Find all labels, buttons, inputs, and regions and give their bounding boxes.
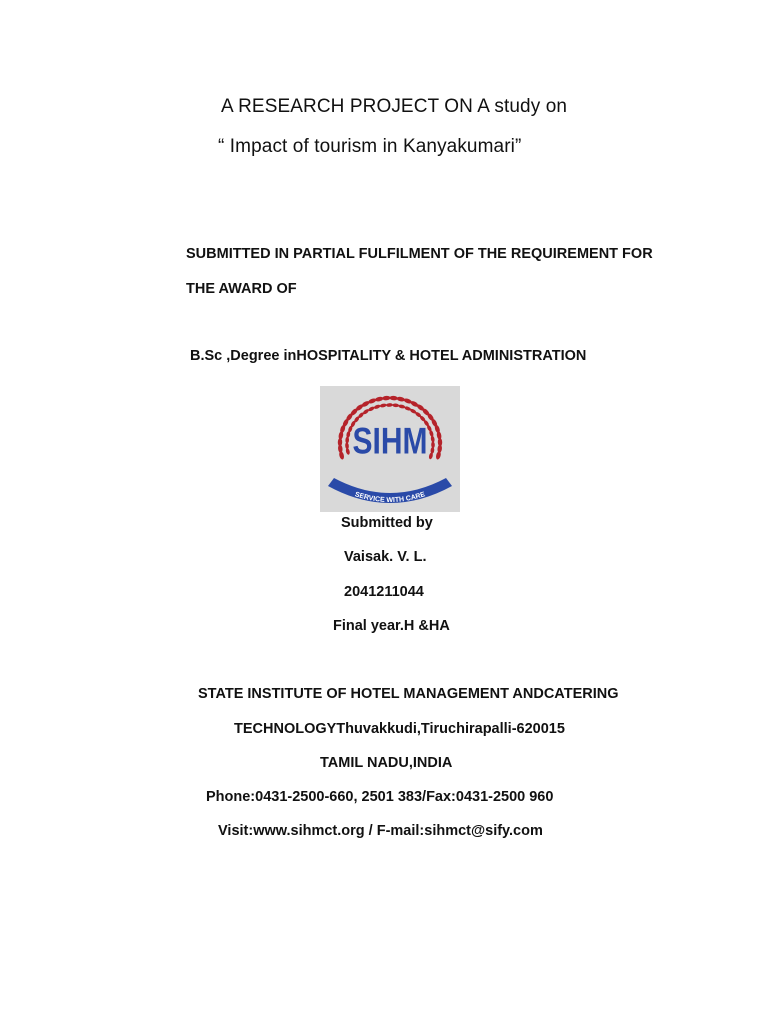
institute-name-line-1: STATE INSTITUTE OF HOTEL MANAGEMENT ANDCATERING [198,686,619,702]
svg-text:SIHM: SIHM [352,420,428,463]
submission-statement-line-1: SUBMITTED IN PARTIAL FULFILMENT OF THE REQUIREMENT FOR [186,246,653,262]
contact-web: Visit:www.sihmct.org / F-mail:sihmct@sify.com [218,823,543,839]
institute-location: TAMIL NADU,INDIA [320,755,453,771]
sihm-logo-icon [320,386,460,512]
title-line-2: “ Impact of tourism in Kanyakumari” [218,136,522,157]
svg-text:SERVICE WITH CARE: SERVICE WITH CARE [353,491,427,505]
institute-logo [320,386,460,512]
year-of-study: Final year.H &HA [333,618,450,634]
title-line-1: A RESEARCH PROJECT ON A study on [221,96,568,117]
contact-phone: Phone:0431-2500-660, 2501 383/Fax:0431-2500 960 [206,789,554,805]
submitted-by-label: Submitted by [341,515,433,531]
submission-statement-line-2: THE AWARD OF [186,281,297,297]
degree-line: B.Sc ,Degree inHOSPITALITY & HOTEL ADMINISTRATION [190,348,587,364]
student-name: Vaisak. V. L. [344,549,427,565]
register-number: 2041211044 [344,584,424,600]
institute-name-line-2: TECHNOLOGYThuvakkudi,Tiruchirapalli-620015 [234,721,565,737]
